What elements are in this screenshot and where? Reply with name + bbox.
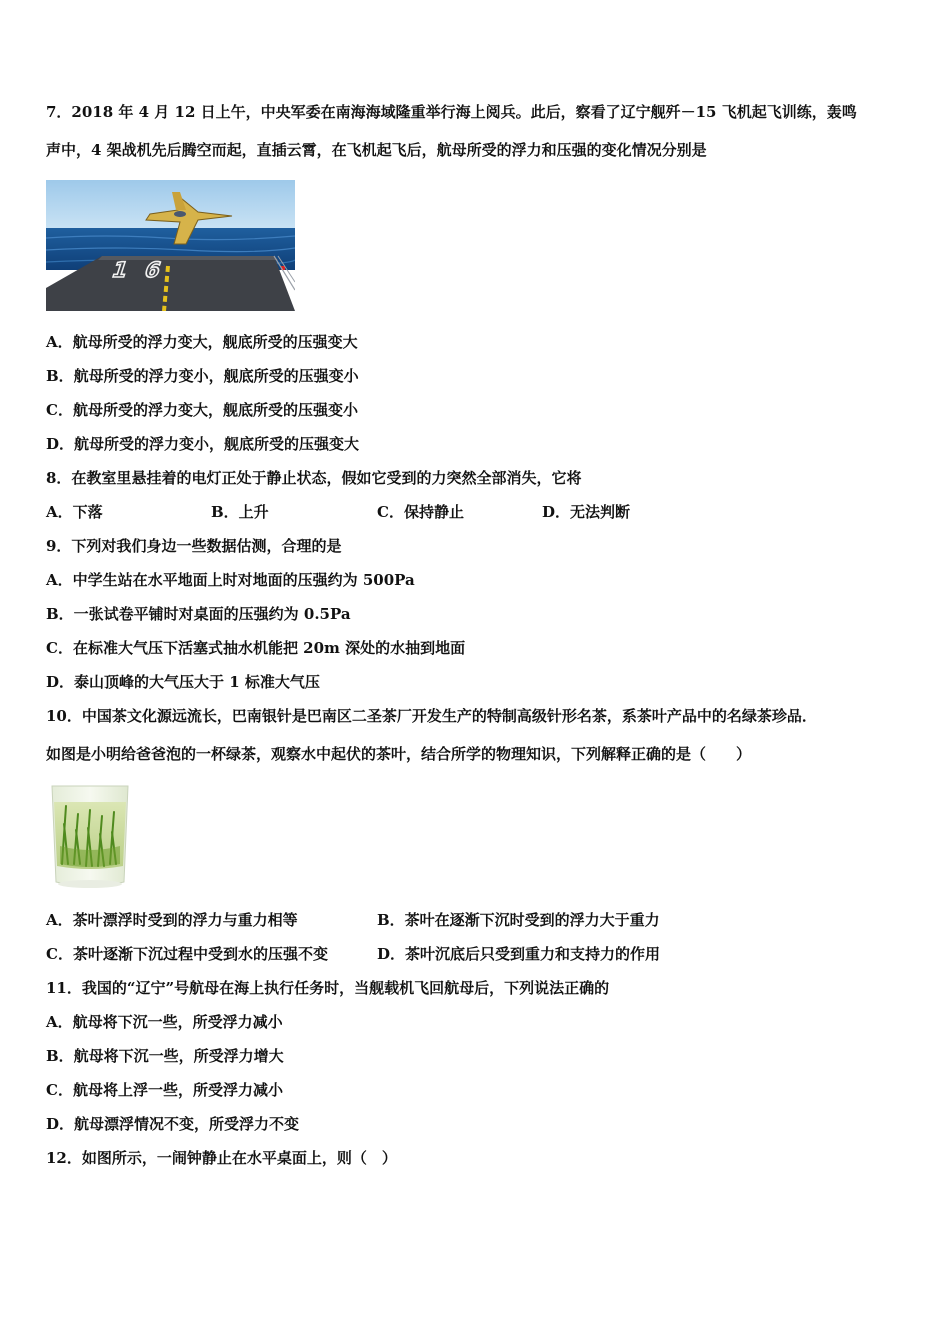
q7-option-d: D．航母所受的浮力变小，舰底所受的压强变大 <box>46 435 360 453</box>
q8-option-d: D．无法判断 <box>542 503 631 521</box>
q7-option-c: C．航母所受的浮力变大，舰底所受的压强变小 <box>46 401 358 419</box>
q11-stem: 11．我国的“辽宁”号航母在海上执行任务时，当舰载机飞回航母后，下列说法正确的 <box>46 979 610 997</box>
q10-option-d: D．茶叶沉底后只受到重力和支持力的作用 <box>377 945 661 963</box>
aircraft-carrier-photo <box>46 180 295 311</box>
q9-option-b: B．一张试卷平铺时对桌面的压强约为 0.5Pa <box>46 605 351 623</box>
q11-option-a: A．航母将下沉一些，所受浮力减小 <box>46 1013 283 1031</box>
deck-number-text: 16 <box>108 258 182 283</box>
q7-option-a: A．航母所受的浮力变大，舰底所受的压强变大 <box>46 333 358 351</box>
q9-option-a: A．中学生站在水平地面上时对地面的压强约为 500Pa <box>46 571 415 589</box>
q11-option-d: D．航母漂浮情况不变，所受浮力不变 <box>46 1115 300 1133</box>
q11-option-c: C．航母将上浮一些，所受浮力减小 <box>46 1081 283 1099</box>
q8-option-b: B．上升 <box>211 503 269 521</box>
q10-stem-line1: 10．中国茶文化源远流长，巴南银针是巴南区二圣茶厂开发生产的特制高级针形名茶，系茶叶产品中的名绿茶珍品． <box>46 707 817 725</box>
q7-stem-line2: 声中，4 架战机先后腾空而起，直插云霄，在飞机起飞后，航母所受的浮力和压强的变化情况分别是 <box>46 141 707 159</box>
q9-stem: 9．下列对我们身边一些数据估测，合理的是 <box>46 537 342 555</box>
q8-option-c: C．保持静止 <box>377 503 464 521</box>
q10-options-row-1 <box>46 910 906 930</box>
q12-stem: 12．如图所示，一闹钟静止在水平桌面上，则（ ） <box>46 1149 397 1167</box>
green-tea-glass-photo <box>48 784 132 890</box>
q10-option-c: C．茶叶逐渐下沉过程中受到水的压强不变 <box>46 945 328 963</box>
q11-option-b: B．航母将下沉一些，所受浮力增大 <box>46 1047 284 1065</box>
q10-stem-line2: 如图是小明给爸爸泡的一杯绿茶，观察水中起伏的茶叶，结合所学的物理知识，下列解释正确的是（ ） <box>46 745 752 763</box>
q8-options-row <box>46 502 906 522</box>
q7-stem-line1: 7．2018 年 4 月 12 日上午，中央军委在南海海域隆重举行海上阅兵。此后，察看了辽宁舰歼－15 飞机起飞训练，轰鸣 <box>46 103 857 121</box>
q8-stem: 8．在教室里悬挂着的电灯正处于静止状态，假如它受到的力突然全部消失，它将 <box>46 469 582 487</box>
q7-option-b: B．航母所受的浮力变小，舰底所受的压强变小 <box>46 367 359 385</box>
q8-option-a: A．下落 <box>46 503 103 521</box>
q10-option-a: A．茶叶漂浮时受到的浮力与重力相等 <box>46 911 298 929</box>
q9-option-d: D．泰山顶峰的大气压大于 1 标准大气压 <box>46 673 320 691</box>
q10-options-row-2 <box>46 944 906 964</box>
q9-option-c: C．在标准大气压下活塞式抽水机能把 20m 深处的水抽到地面 <box>46 639 466 657</box>
q10-option-b: B．茶叶在逐渐下沉时受到的浮力大于重力 <box>377 911 660 929</box>
